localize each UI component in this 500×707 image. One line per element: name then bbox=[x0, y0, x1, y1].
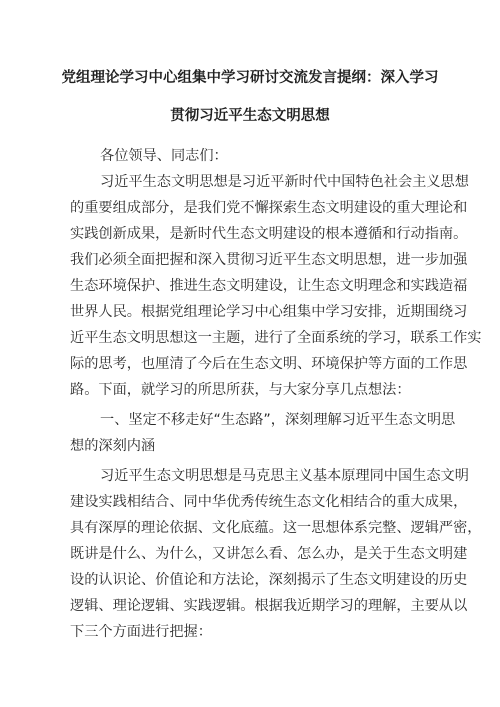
section-heading-line-1: 一、坚定不移走好“生态路”，深刻理解习近平生态文明思 bbox=[100, 412, 456, 428]
document-title-line-1: 党组理论学习中心组集中学习研讨交流发言提纲：深入学习 bbox=[61, 70, 439, 86]
paragraph-2-line-6: 逻辑、理论逻辑、实践逻辑。根据我近期学习的理解，主要从以 bbox=[70, 598, 468, 614]
paragraph-2-line-1: 习近平生态文明思想是马克思主义基本原理同中国生态文明 bbox=[100, 468, 469, 484]
paragraph-1-line-3: 实践创新成果，是新时代生态文明建设的根本遵循和行动指南。 bbox=[70, 226, 468, 242]
document-title-line-2: 贯彻习近平生态文明思想 bbox=[170, 108, 330, 124]
paragraph-1-line-8: 际的思考，也厘清了今后在生态文明、环境保护等方面的工作思 bbox=[70, 356, 468, 372]
paragraph-2-line-4: 既讲是什么、为什么，又讲怎么看、怎么办，是关于生态文明建 bbox=[70, 546, 468, 562]
paragraph-2-line-7: 下三个方面进行把握： bbox=[70, 624, 212, 640]
paragraph-1-line-1: 习近平生态文明思想是习近平新时代中国特色社会主义思想 bbox=[100, 174, 469, 190]
paragraph-2-line-3: 具有深厚的理论依据、文化底蕴。这一思想体系完整、逻辑严密， bbox=[70, 520, 482, 536]
paragraph-1-line-2: 的重要组成部分，是我们党不懈探索生态文明建设的重大理论和 bbox=[70, 200, 468, 216]
paragraph-1-line-6: 世界人民。根据党组理论学习中心组集中学习安排，近期围绕习 bbox=[70, 304, 468, 320]
paragraph-1-line-9: 路。下面，就学习的所思所获，与大家分享几点想法： bbox=[70, 382, 411, 398]
paragraph-1-line-4: 我们必须全面把握和深入贯彻习近平生态文明思想，进一步加强 bbox=[70, 252, 468, 268]
paragraph-2-line-2: 建设实践相结合、同中华优秀传统生态文化相结合的重大成果， bbox=[70, 494, 468, 510]
paragraph-1-line-5: 生态环境保护、推进生态文明建设，让生态文明理念和实践造福 bbox=[70, 278, 468, 294]
salutation: 各位领导、同志们： bbox=[100, 148, 228, 164]
section-heading-line-2: 想的深刻内涵 bbox=[70, 438, 156, 454]
paragraph-2-line-5: 设的认识论、价值论和方法论，深刻揭示了生态文明建设的历史 bbox=[70, 572, 468, 588]
paragraph-1-line-7: 近平生态文明思想这一主题，进行了全面系统的学习，联系工作实 bbox=[70, 330, 482, 346]
